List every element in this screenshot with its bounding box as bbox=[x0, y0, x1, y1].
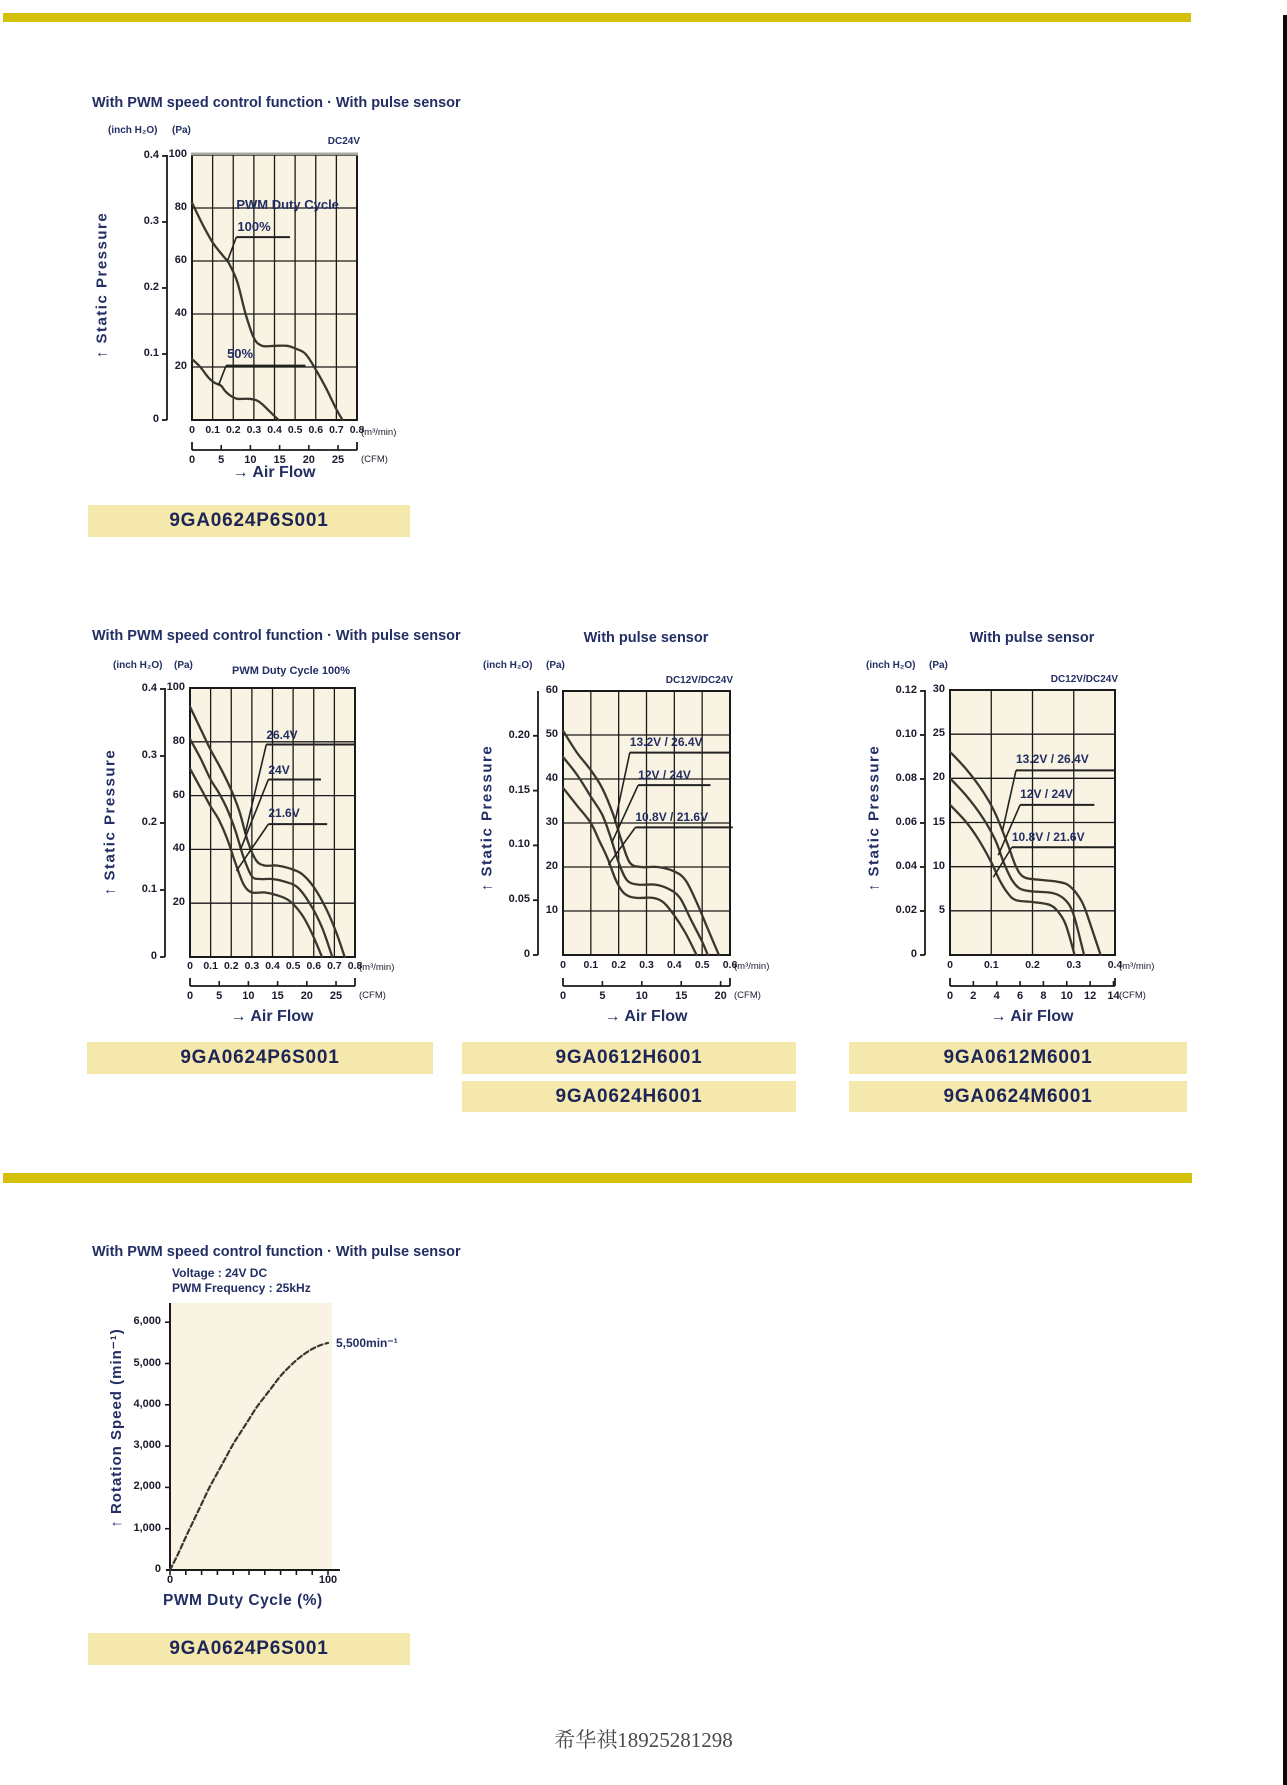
y-axis-unit-inch: (inch H₂O) bbox=[108, 125, 158, 136]
model-label-box bbox=[462, 1042, 796, 1074]
model-number: 9GA0624P6S001 bbox=[169, 510, 329, 531]
x-axis-tick: 0.5 bbox=[694, 959, 710, 971]
y-axis-tick-pa: 100 bbox=[166, 681, 185, 693]
voltage-corner-label: DC12V/DC24V bbox=[665, 675, 733, 686]
y-axis-tick: 5,000 bbox=[133, 1356, 161, 1369]
y-axis-unit-pa: (Pa) bbox=[546, 660, 565, 671]
curve-annotation: 26.4V bbox=[266, 728, 298, 743]
y-axis-tick-inch: 0.10 bbox=[895, 727, 917, 740]
y-axis-title: ↑ Static Pressure bbox=[865, 744, 883, 892]
x-axis-unit: (m³/min) bbox=[359, 962, 395, 973]
x-axis-unit: (m³/min) bbox=[1119, 961, 1155, 972]
y-axis-tick-pa: 30 bbox=[545, 816, 558, 828]
model-number: 9GA0624H6001 bbox=[555, 1085, 703, 1107]
y-axis-tick-pa: 30 bbox=[932, 683, 945, 695]
curve-annotation: 24V bbox=[268, 763, 290, 778]
x-axis-tick: 0.8 bbox=[349, 424, 365, 436]
y-axis-tick: 0 bbox=[154, 1563, 161, 1575]
cfm-axis-tick: 25 bbox=[329, 990, 343, 1002]
x-axis-tick: 0.3 bbox=[639, 959, 654, 971]
y-axis-tick-inch: 0 bbox=[523, 948, 530, 960]
y-axis-title: ↑ Rotation Speed (min⁻¹) bbox=[108, 1328, 125, 1528]
y-axis-tick-inch: 0.1 bbox=[143, 346, 159, 359]
y-axis-tick-pa: 10 bbox=[932, 859, 945, 872]
cfm-axis-tick: 20 bbox=[300, 990, 313, 1002]
y-axis-tick: 3,000 bbox=[133, 1439, 161, 1452]
cfm-axis-tick: 10 bbox=[242, 990, 255, 1002]
y-axis-unit-inch: (inch H₂O) bbox=[113, 660, 163, 671]
cfm-axis-tick: 15 bbox=[675, 990, 688, 1002]
model-label-box bbox=[88, 505, 410, 537]
y-axis-tick-pa: 60 bbox=[545, 684, 558, 696]
cfm-axis-tick: 20 bbox=[302, 454, 315, 466]
x-axis-tick: 0.7 bbox=[327, 960, 342, 972]
curve-annotation: 50% bbox=[227, 345, 254, 361]
y-axis-tick-pa: 60 bbox=[174, 254, 187, 266]
x-axis-tick: 0.2 bbox=[1025, 959, 1040, 971]
x-axis-tick: 0.4 bbox=[667, 959, 682, 971]
cfm-axis-unit: (CFM) bbox=[1119, 990, 1146, 1001]
y-axis-tick-inch: 0.2 bbox=[141, 815, 157, 828]
cfm-axis-tick: 0 bbox=[946, 990, 954, 1002]
y-axis-tick-inch: 0.15 bbox=[508, 783, 530, 796]
voltage-corner-label: DC12V/DC24V bbox=[1050, 674, 1118, 685]
cfm-axis-tick: 10 bbox=[635, 990, 648, 1002]
model-label-box bbox=[88, 1633, 410, 1665]
x-axis-tick: 0.8 bbox=[347, 960, 363, 972]
x-axis-tick: 0.2 bbox=[225, 424, 241, 436]
cfm-axis-tick: 0 bbox=[186, 990, 194, 1002]
cfm-axis-tick: 5 bbox=[599, 990, 606, 1002]
cfm-axis-tick: 5 bbox=[216, 990, 223, 1002]
y-axis-tick-pa: 40 bbox=[172, 842, 185, 855]
y-axis-tick-inch: 0.12 bbox=[895, 683, 917, 696]
model-label-box bbox=[849, 1081, 1187, 1112]
y-axis-tick-pa: 10 bbox=[545, 904, 558, 916]
x-axis-tick: 0.3 bbox=[244, 960, 260, 972]
y-axis-tick-inch: 0.4 bbox=[143, 148, 159, 161]
y-axis-unit-pa: (Pa) bbox=[929, 660, 948, 671]
cfm-axis-unit: (CFM) bbox=[359, 990, 386, 1001]
x-axis-title: PWM Duty Cycle (%) bbox=[163, 1592, 323, 1609]
x-axis-title: → Air Flow bbox=[990, 1008, 1074, 1025]
y-axis-tick-pa: 25 bbox=[932, 727, 945, 740]
x-axis-tick: 0.2 bbox=[611, 959, 626, 971]
cfm-axis-tick: 5 bbox=[218, 454, 225, 466]
y-axis-tick-pa: 80 bbox=[172, 734, 185, 747]
cfm-axis-tick: 6 bbox=[1017, 990, 1024, 1002]
y-axis-tick-pa: 15 bbox=[932, 815, 945, 828]
curve-annotation: 13.2V / 26.4V bbox=[1016, 751, 1089, 766]
y-axis-tick-inch: 0.10 bbox=[508, 838, 530, 851]
y-axis-tick-inch: 0 bbox=[910, 948, 917, 960]
chart-title: With PWM speed control function · With pulse sensor bbox=[92, 628, 461, 644]
cfm-axis-tick: 20 bbox=[714, 990, 727, 1002]
x-axis-tick: 0.6 bbox=[308, 424, 324, 436]
x-axis-tick: 0.5 bbox=[287, 424, 303, 436]
curve-annotation: 10.8V / 21.6V bbox=[1011, 829, 1085, 844]
y-axis-tick-pa: 20 bbox=[174, 360, 187, 372]
cfm-axis-tick: 12 bbox=[1084, 990, 1097, 1002]
curve-annotation: PWM Duty Cycle bbox=[236, 197, 339, 213]
x-axis-tick: 0.4 bbox=[265, 960, 280, 972]
cfm-axis-unit: (CFM) bbox=[361, 454, 388, 465]
y-axis-title: ↑ Static Pressure bbox=[93, 211, 111, 359]
y-axis-tick-pa: 50 bbox=[545, 728, 558, 740]
y-axis-tick-inch: 0.08 bbox=[895, 771, 917, 784]
x-axis-tick: 0.6 bbox=[722, 959, 738, 971]
model-number: 9GA0624P6S001 bbox=[169, 1638, 329, 1659]
y-axis-title: ↑ Static Pressure bbox=[478, 744, 496, 892]
watermark-contact-text: 希华祺18925281298 bbox=[554, 1728, 733, 1752]
y-axis-tick-pa: 20 bbox=[932, 771, 945, 784]
x-axis-tick: 0 bbox=[189, 424, 195, 436]
cfm-axis-tick: 10 bbox=[244, 454, 257, 466]
y-axis-tick-inch: 0.04 bbox=[895, 859, 917, 872]
model-number: 9GA0612M6001 bbox=[943, 1047, 1093, 1068]
voltage-corner-label: DC24V bbox=[327, 136, 360, 147]
curve-annotation: 12V / 24V bbox=[1020, 787, 1073, 802]
x-axis-tick: 0 bbox=[947, 959, 953, 971]
y-axis-tick-inch: 0.02 bbox=[895, 903, 917, 916]
y-axis-unit-pa: (Pa) bbox=[172, 125, 191, 136]
y-axis-tick-inch: 0.4 bbox=[141, 681, 157, 694]
x-axis-unit: (m³/min) bbox=[361, 427, 397, 438]
x-axis-tick: 0.5 bbox=[285, 960, 301, 972]
cfm-axis-tick: 8 bbox=[1040, 990, 1047, 1002]
y-axis-tick-inch: 0.20 bbox=[508, 728, 530, 741]
curve-annotation: 10.8V / 21.6V bbox=[635, 809, 709, 824]
cfm-axis-tick: 4 bbox=[993, 990, 1000, 1002]
y-axis-tick-pa: 5 bbox=[938, 903, 945, 916]
y-axis-tick-inch: 0.3 bbox=[143, 214, 159, 227]
chart-title: With PWM speed control function · With pulse sensor bbox=[92, 95, 461, 111]
cfm-axis-unit: (CFM) bbox=[734, 990, 761, 1001]
model-number: 9GA0612H6001 bbox=[555, 1047, 703, 1068]
curve-annotation: 5,500min⁻¹ bbox=[336, 1336, 398, 1350]
curve-annotation: 12V / 24V bbox=[638, 768, 691, 782]
model-label-box bbox=[87, 1042, 433, 1074]
x-axis-tick: 0.1 bbox=[583, 959, 599, 971]
chart-title: With pulse sensor bbox=[969, 630, 1095, 646]
model-label-box bbox=[849, 1042, 1187, 1074]
x-axis-tick: 0 bbox=[187, 960, 193, 972]
curve-annotation: 13.2V / 26.4V bbox=[629, 735, 703, 749]
chart-title: With PWM speed control function · With pulse sensor bbox=[92, 1244, 461, 1260]
y-axis-tick: 4,000 bbox=[133, 1397, 161, 1410]
model-number: 9GA0624P6S001 bbox=[180, 1047, 340, 1068]
curve-annotation: 21.6V bbox=[268, 806, 300, 821]
y-axis-unit-inch: (inch H₂O) bbox=[483, 660, 533, 671]
y-axis-tick-pa: 60 bbox=[172, 788, 185, 801]
y-axis-tick-inch: 0.1 bbox=[141, 882, 157, 895]
x-axis-tick: 0.4 bbox=[267, 424, 282, 436]
x-axis-tick: 0.7 bbox=[329, 424, 344, 436]
x-axis-title: → Air Flow bbox=[604, 1008, 688, 1025]
y-axis-tick-inch: 0 bbox=[150, 950, 157, 962]
cfm-axis-tick: 0 bbox=[559, 990, 567, 1002]
chart-subtitle: PWM Duty Cycle 100% bbox=[232, 665, 350, 677]
chart-info-line: PWM Frequency : 25kHz bbox=[172, 1281, 311, 1295]
y-axis-tick-inch: 0.2 bbox=[143, 280, 159, 293]
y-axis-tick-inch: 0.05 bbox=[508, 893, 530, 906]
x-axis-tick: 0.3 bbox=[1066, 959, 1082, 971]
y-axis-tick-pa: 100 bbox=[168, 148, 187, 160]
x-axis-unit: (m³/min) bbox=[734, 961, 770, 972]
x-axis-tick: 0.1 bbox=[205, 424, 220, 436]
y-axis-tick-inch: 0.3 bbox=[141, 748, 157, 761]
cfm-axis-tick: 15 bbox=[273, 454, 286, 466]
cfm-axis-tick: 10 bbox=[1060, 990, 1073, 1002]
y-axis-tick: 1,000 bbox=[133, 1521, 161, 1534]
x-axis-tick: 100 bbox=[318, 1574, 338, 1586]
x-axis-tick: 0.1 bbox=[983, 959, 999, 971]
y-axis-tick-pa: 40 bbox=[174, 307, 187, 319]
y-axis-tick-pa: 20 bbox=[172, 896, 185, 909]
y-axis-title: ↑ Static Pressure bbox=[101, 748, 119, 896]
curve-annotation: 100% bbox=[237, 218, 271, 234]
y-axis-tick-pa: 80 bbox=[174, 201, 187, 213]
x-axis-tick: 0.2 bbox=[223, 960, 239, 972]
y-axis-tick: 6,000 bbox=[133, 1315, 161, 1328]
x-axis-tick: 0 bbox=[166, 1574, 174, 1586]
y-axis-tick: 2,000 bbox=[133, 1480, 161, 1493]
chart-info-line: Voltage : 24V DC bbox=[172, 1266, 268, 1280]
model-label-box bbox=[462, 1081, 796, 1112]
y-axis-unit-pa: (Pa) bbox=[174, 660, 193, 671]
x-axis-tick: 0.6 bbox=[306, 960, 322, 972]
cfm-axis-tick: 2 bbox=[970, 990, 977, 1002]
y-axis-tick-pa: 20 bbox=[545, 860, 558, 872]
model-number: 9GA0624M6001 bbox=[943, 1085, 1093, 1107]
chart-title: With pulse sensor bbox=[583, 630, 709, 646]
x-axis-tick: 0.1 bbox=[203, 960, 218, 972]
cfm-axis-tick: 0 bbox=[188, 454, 196, 466]
x-axis-tick: 0 bbox=[560, 959, 566, 971]
x-axis-tick: 0.3 bbox=[246, 424, 262, 436]
cfm-axis-tick: 14 bbox=[1107, 990, 1120, 1002]
cfm-axis-tick: 15 bbox=[271, 990, 284, 1002]
cfm-axis-tick: 25 bbox=[331, 454, 345, 466]
x-axis-tick: 0.4 bbox=[1107, 959, 1123, 971]
y-axis-unit-inch: (inch H₂O) bbox=[866, 660, 916, 671]
y-axis-tick-inch: 0.06 bbox=[895, 815, 917, 828]
x-axis-title: → Air Flow bbox=[230, 1008, 314, 1025]
x-axis-title: → Air Flow bbox=[232, 464, 316, 481]
y-axis-tick-pa: 40 bbox=[545, 772, 558, 784]
y-axis-tick-inch: 0 bbox=[152, 413, 159, 425]
